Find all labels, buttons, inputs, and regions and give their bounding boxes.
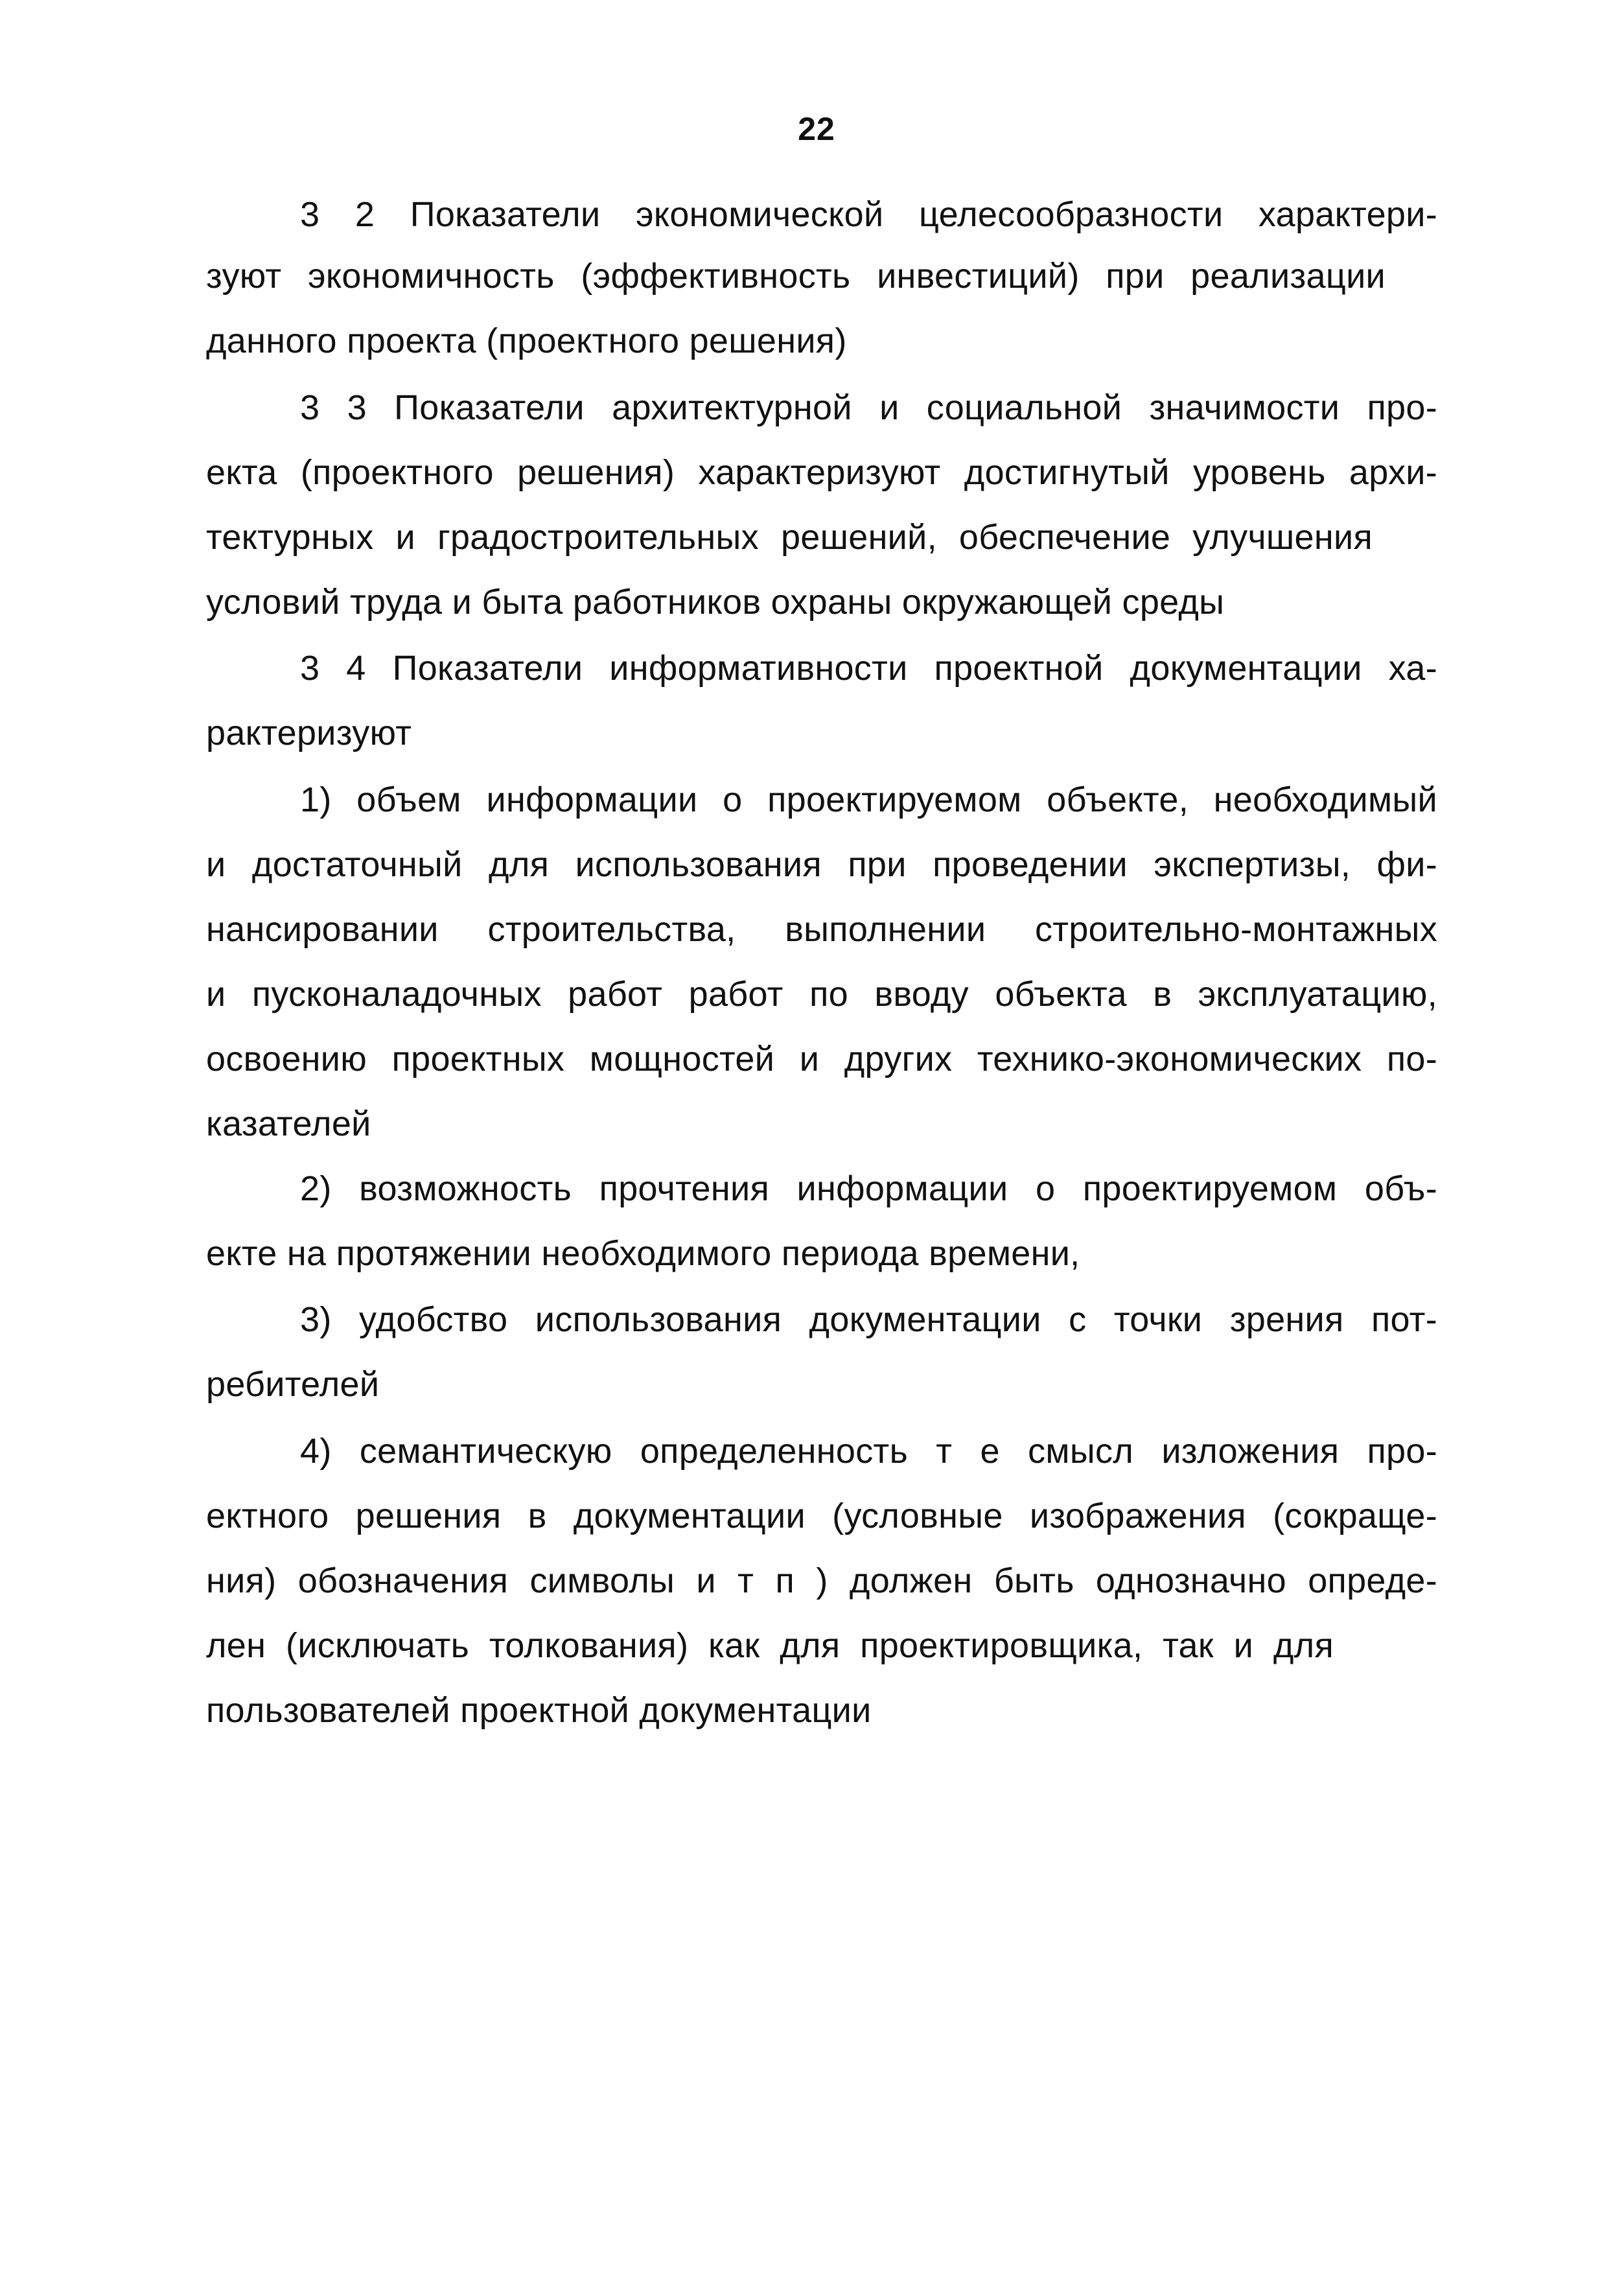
text-line: ния) обозначения символы и т п ) должен быть однозначно опреде-	[206, 1561, 1437, 1600]
text-line: и достаточный для использования при проведении экспертизы, фи-	[206, 845, 1437, 884]
text-line: 3 3 Показатели архитектурной и социальной значимости про-	[300, 388, 1437, 427]
text-line: данного проекта (проектного решения)	[206, 321, 847, 360]
text-line: 4) семантическую определенность т е смысл изложения про-	[300, 1432, 1437, 1471]
text-line: условий труда и быта работников охраны окружающей среды	[206, 583, 1225, 622]
text-line: екта (проектного решения) характеризуют достигнутый уровень архи-	[206, 453, 1437, 492]
text-line: 1) объем информации о проектируемом объекте, необходимый	[300, 780, 1437, 819]
text-line: 2) возможность прочтения информации о проектируемом объ-	[300, 1169, 1437, 1208]
text-line: и пусконаладочных работ работ по вводу объекта в эксплуатацию,	[206, 975, 1437, 1014]
text-line: ектного решения в документации (условные изображения (сокраще-	[206, 1497, 1437, 1535]
text-line: лен (исключать толкования) как для проектировщика, так и для	[206, 1626, 1334, 1665]
text-line: екте на протяжении необходимого периода времени,	[206, 1234, 1080, 1273]
text-line: 3 4 Показатели информативности проектной документации ха-	[300, 649, 1437, 688]
text-line: рактеризуют	[206, 714, 412, 752]
text-line: 3) удобство использования документации с точки зрения пот-	[300, 1300, 1437, 1339]
text-line: зуют экономичность (эффективность инвестиций) при реализации	[206, 257, 1386, 296]
page-number: 22	[798, 111, 835, 147]
text-line: нансировании строительства, выполнении строительно-монтажных	[206, 910, 1437, 949]
text-line: казателей	[206, 1104, 371, 1143]
text-line: пользователей проектной документации	[206, 1691, 872, 1730]
text-line: освоению проектных мощностей и других технико-экономических по-	[206, 1040, 1437, 1078]
text-line: тектурных и градостроительных решений, обеспечение улучшения	[206, 518, 1373, 557]
text-line: ребителей	[206, 1365, 380, 1404]
text-line: 3 2 Показатели экономической целесообразности характери-	[300, 195, 1437, 234]
